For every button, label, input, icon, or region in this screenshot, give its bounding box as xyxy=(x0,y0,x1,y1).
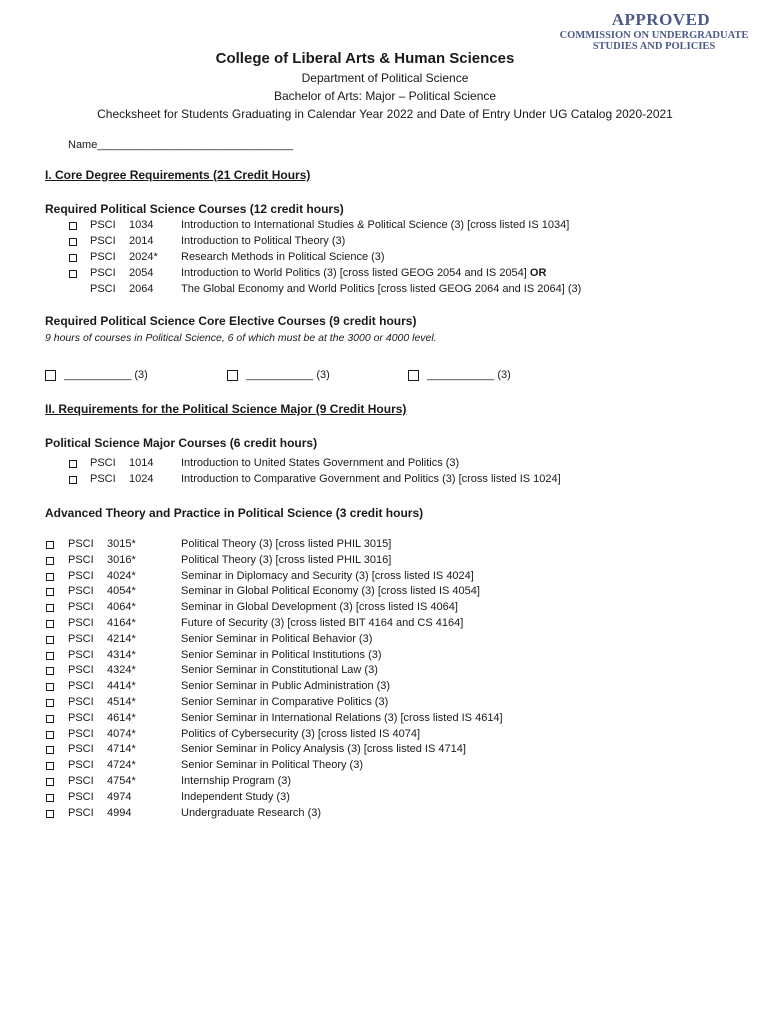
course-title: Senior Seminar in Constitutional Law (3) xyxy=(181,664,378,677)
course-checkbox[interactable] xyxy=(69,460,77,468)
course-dept: PSCI xyxy=(68,806,94,819)
checkbox[interactable] xyxy=(45,370,56,381)
course-row xyxy=(46,775,746,791)
course-checkbox[interactable] xyxy=(46,746,54,754)
course-checkbox[interactable] xyxy=(46,778,54,786)
course-checkbox[interactable] xyxy=(69,238,77,246)
approval-stamp xyxy=(554,10,754,52)
course-row xyxy=(69,251,769,267)
course-title: Introduction to International Studies & Political Science (3) [cross listed IS 1034] xyxy=(181,219,570,231)
course-title: Senior Seminar in Policy Analysis (3) [cross listed IS 4714] xyxy=(181,743,466,756)
stamp-commission: COMMISSION ON UNDERGRADUATE xyxy=(559,30,749,41)
course-dept: PSCI xyxy=(68,632,94,645)
course-title: Independent Study (3) xyxy=(181,790,290,803)
course-row xyxy=(46,570,746,586)
course-dept: PSCI xyxy=(90,473,116,485)
course-dept: PSCI xyxy=(68,569,94,582)
section-core-title: I. Core Degree Requirements (21 Credit Hours) xyxy=(45,168,311,182)
course-number: 2064 xyxy=(129,283,154,295)
course-row xyxy=(46,791,746,807)
course-row xyxy=(46,617,746,633)
course-title: Introduction to Comparative Government and Politics (3) [cross listed IS 1024] xyxy=(181,473,561,485)
course-number: 3016* xyxy=(107,553,136,566)
department-title: Department of Political Science xyxy=(301,71,469,85)
course-number: 4324* xyxy=(107,664,136,677)
course-number: 1024 xyxy=(129,473,154,485)
course-checkbox[interactable] xyxy=(69,254,77,262)
course-number: 4064* xyxy=(107,601,136,614)
course-number: 2024* xyxy=(129,251,158,263)
course-dept: PSCI xyxy=(68,664,94,677)
stamp-studies: STUDIES AND POLICIES xyxy=(592,41,716,52)
elective-slot[interactable] xyxy=(45,369,185,385)
stamp-approved: APPROVED xyxy=(611,10,711,29)
course-checkbox[interactable] xyxy=(46,667,54,675)
elective-blank: ___________ (3) xyxy=(427,369,511,381)
course-number: 4754* xyxy=(107,775,136,787)
course-row xyxy=(69,283,769,299)
course-row xyxy=(46,664,746,680)
course-dept: PSCI xyxy=(90,283,116,295)
course-dept: PSCI xyxy=(68,727,94,740)
course-title: Research Methods in Political Science (3) xyxy=(181,251,385,263)
course-number: 4724* xyxy=(107,759,136,772)
course-checkbox[interactable] xyxy=(46,557,54,565)
course-number: 4314* xyxy=(107,648,136,661)
core-electives-note: 9 hours of courses in Political Science, 6 of which must be at the 3000 or 4000 level. xyxy=(45,332,437,344)
course-dept: PSCI xyxy=(68,538,94,550)
course-title: Senior Seminar in Political Behavior (3) xyxy=(181,632,373,645)
course-checkbox[interactable] xyxy=(46,588,54,596)
course-number: 4974 xyxy=(107,790,132,803)
course-row xyxy=(46,554,746,570)
course-row xyxy=(46,633,746,649)
course-checkbox[interactable] xyxy=(46,715,54,723)
course-dept: PSCI xyxy=(68,790,94,803)
course-title: Introduction to Political Theory (3) xyxy=(181,235,346,247)
course-number: 1034 xyxy=(129,219,154,231)
course-number: 1014 xyxy=(129,457,154,469)
course-checkbox[interactable] xyxy=(46,541,54,549)
course-title: Introduction to World Politics (3) [cross listed GEOG 2054 and IS 2054] xyxy=(181,267,530,279)
major-courses-heading: Political Science Major Courses (6 credit hours) xyxy=(45,436,318,450)
elective-blank: ___________ (3) xyxy=(64,369,148,381)
course-checkbox[interactable] xyxy=(69,476,77,484)
course-row xyxy=(46,728,746,744)
course-dept: PSCI xyxy=(68,680,94,693)
course-dept: PSCI xyxy=(68,775,94,787)
course-checkbox[interactable] xyxy=(46,683,54,691)
course-dept: PSCI xyxy=(68,585,94,598)
course-dept: PSCI xyxy=(68,743,94,756)
course-title: Internship Program (3) xyxy=(181,775,292,787)
course-dept: PSCI xyxy=(68,601,94,614)
course-title: Seminar in Diplomacy and Security (3) [cross listed IS 4024] xyxy=(181,569,474,582)
course-dept: PSCI xyxy=(90,267,116,279)
course-title: Senior Seminar in Political Institutions (3) xyxy=(181,648,382,661)
section-major-title: II. Requirements for the Political Science Major (9 Credit Hours) xyxy=(45,402,407,416)
course-number: 3015* xyxy=(107,538,136,550)
course-checkbox[interactable] xyxy=(46,604,54,612)
course-row xyxy=(46,743,746,759)
course-dept: PSCI xyxy=(68,553,94,566)
course-title: Political Theory (3) [cross listed PHIL 3015] xyxy=(181,538,392,550)
elective-slot[interactable] xyxy=(227,369,367,385)
college-title: College of Liberal Arts & Human Sciences xyxy=(215,50,515,67)
course-checkbox[interactable] xyxy=(46,794,54,802)
degree-title: Bachelor of Arts: Major – Political Science xyxy=(273,89,497,103)
course-number: 4414* xyxy=(107,680,136,693)
course-title: Seminar in Global Political Economy (3) [cross listed IS 4054] xyxy=(181,585,480,598)
course-row xyxy=(46,696,746,712)
elective-slot[interactable] xyxy=(408,369,548,385)
course-row xyxy=(46,759,746,775)
course-row xyxy=(46,585,746,601)
course-number: 4054* xyxy=(107,585,136,598)
course-title: Politics of Cybersecurity (3) [cross listed IS 4074] xyxy=(181,727,421,740)
course-number: 4024* xyxy=(107,569,136,582)
course-dept: PSCI xyxy=(90,251,116,263)
course-row xyxy=(46,601,746,617)
course-checkbox[interactable] xyxy=(46,762,54,770)
course-row xyxy=(69,457,769,473)
course-number: 4714* xyxy=(107,743,136,756)
course-title: Political Theory (3) [cross listed PHIL 3016] xyxy=(181,553,392,566)
name-field[interactable]: Name________________________________ xyxy=(68,139,294,151)
course-title: Senior Seminar in International Relations (3) [cross listed IS 4614] xyxy=(181,711,503,724)
course-title: Seminar in Global Development (3) [cross listed IS 4064] xyxy=(181,601,458,614)
course-title: Undergraduate Research (3) xyxy=(181,806,322,819)
course-number: 4214* xyxy=(107,632,136,645)
course-dept: PSCI xyxy=(90,219,116,231)
course-title: Introduction to United States Government and Politics (3) xyxy=(181,457,460,469)
course-dept: PSCI xyxy=(68,696,94,708)
course-checkbox[interactable] xyxy=(46,636,54,644)
checkbox[interactable] xyxy=(408,370,419,381)
course-title: Senior Seminar in Public Administration (3) xyxy=(181,680,391,693)
course-title: The Global Economy and World Politics [cross listed GEOG 2064 and IS 2064] (3) xyxy=(181,283,582,295)
advanced-courses-heading: Advanced Theory and Practice in Political Science (3 credit hours) xyxy=(45,506,424,520)
course-number: 4074* xyxy=(107,727,136,740)
course-checkbox[interactable] xyxy=(46,699,54,707)
course-dept: PSCI xyxy=(68,759,94,772)
course-row xyxy=(46,538,746,554)
course-row xyxy=(69,267,769,283)
course-or: OR xyxy=(529,267,547,279)
course-row xyxy=(69,219,769,235)
course-dept: PSCI xyxy=(68,711,94,724)
course-title-wrap xyxy=(181,267,546,279)
checkbox[interactable] xyxy=(227,370,238,381)
checksheet-title: Checksheet for Students Graduating in Calendar Year 2022 and Date of Entry Under UG Catalog 2020-2021 xyxy=(97,107,673,121)
course-row xyxy=(69,235,769,251)
course-row xyxy=(46,649,746,665)
core-electives-heading: Required Political Science Core Elective Courses (9 credit hours) xyxy=(45,314,417,328)
course-dept: PSCI xyxy=(68,648,94,661)
course-dept: PSCI xyxy=(68,617,94,629)
course-checkbox[interactable] xyxy=(46,652,54,660)
course-dept: PSCI xyxy=(90,235,116,247)
course-title: Senior Seminar in Comparative Politics (3) xyxy=(181,696,389,708)
course-row xyxy=(46,712,746,728)
course-row xyxy=(69,473,769,489)
course-number: 4994 xyxy=(107,806,132,819)
course-checkbox[interactable] xyxy=(46,810,54,818)
course-number: 4614* xyxy=(107,711,136,724)
course-number: 2054 xyxy=(129,267,154,279)
elective-blank: ___________ (3) xyxy=(246,369,330,381)
course-checkbox[interactable] xyxy=(46,620,54,628)
course-dept: PSCI xyxy=(90,457,116,469)
course-checkbox[interactable] xyxy=(46,731,54,739)
course-number: 4164* xyxy=(107,617,136,629)
course-title: Senior Seminar in Political Theory (3) xyxy=(181,759,363,772)
course-checkbox[interactable] xyxy=(69,270,77,278)
course-title: Future of Security (3) [cross listed BIT 4164 and CS 4164] xyxy=(181,617,464,629)
course-checkbox[interactable] xyxy=(46,573,54,581)
course-number: 2014 xyxy=(129,235,154,247)
course-number: 4514* xyxy=(107,696,136,708)
course-row xyxy=(46,807,746,823)
course-checkbox[interactable] xyxy=(69,222,77,230)
required-courses-heading: Required Political Science Courses (12 credit hours) xyxy=(45,202,344,216)
course-row xyxy=(46,680,746,696)
